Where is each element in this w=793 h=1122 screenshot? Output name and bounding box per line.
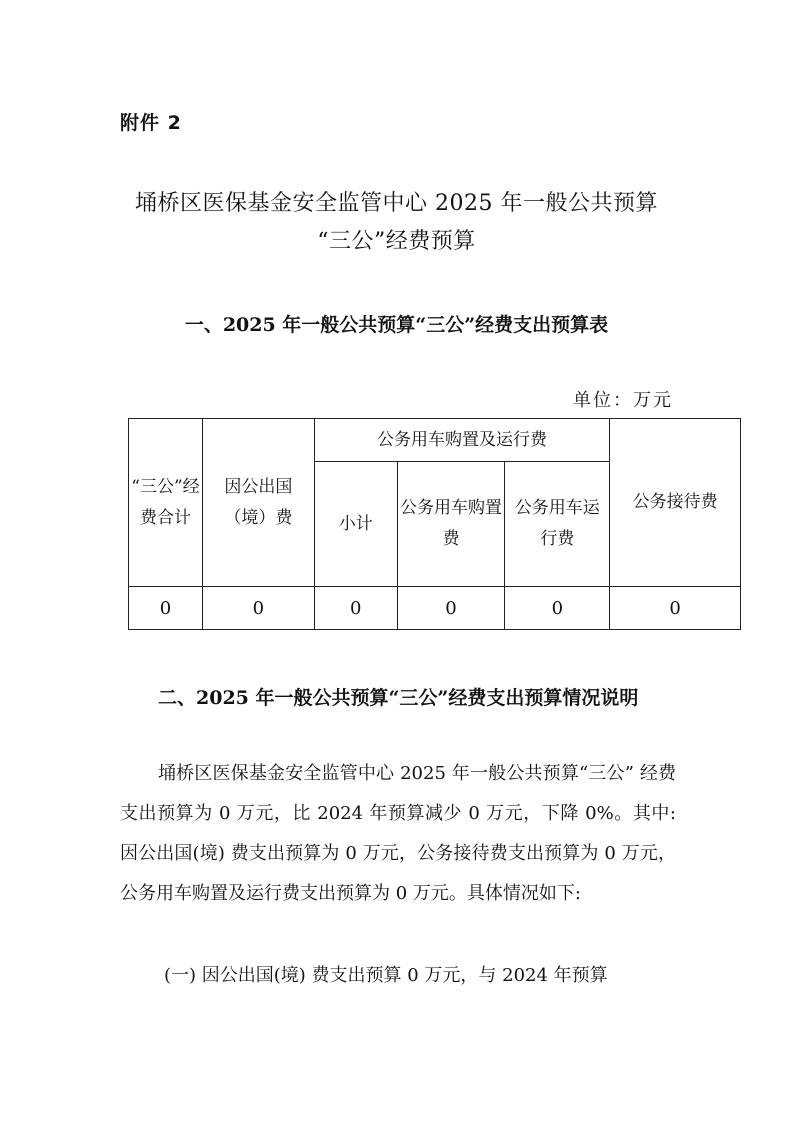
- header-abroad-label: 因公出国（境）费: [224, 476, 293, 528]
- header-vehicle-operation-label: 公务用车运行费: [514, 498, 600, 549]
- value-abroad: 0: [202, 587, 314, 630]
- body-paragraph-1: 埇桥区医保基金安全监管中心 2025 年一般公共预算“三公” 经费支出预算为 0 万元，比 2024 年预算减少 0 万元，下降 0%。其中: 因公出国(境) 费支出预算为 0 万元，公务接待费支出预算为 0 万元，公务用车购置及运行费支出预算为 0 万元。具体情况如下:: [120, 763, 676, 904]
- section-1-heading: 一、2025 年一般公共预算“三公”经费支出预算表: [184, 314, 609, 336]
- header-vehicle-purchase-label: 公务用车购置费: [400, 498, 503, 549]
- unit-label: 单位：万元: [573, 390, 673, 411]
- attachment-label: 附件 2: [120, 112, 182, 134]
- header-subtotal-label: 小计: [338, 513, 373, 534]
- header-reception-label: 公务接待费: [632, 492, 718, 512]
- header-total-label: “三公”经费合计: [131, 476, 200, 528]
- body-paragraph-2: (一) 因公出国(境) 费支出预算 0 万元，与 2024 年预算: [164, 965, 608, 986]
- header-vehicle-purchase-cell: [397, 462, 505, 587]
- document-title-line-2: “三公”经费预算: [317, 229, 476, 254]
- value-subtotal: 0: [314, 587, 397, 630]
- budget-table: [128, 418, 741, 630]
- value-vehicle-operation: 0: [505, 587, 610, 630]
- document-title-line-1: 埇桥区医保基金安全监管中心 2025 年一般公共预算: [135, 191, 658, 216]
- header-vehicle-group-label: 公务用车购置及运行费: [377, 429, 547, 450]
- header-subtotal-cell: [314, 462, 397, 587]
- header-vehicle-operation-cell: [505, 462, 610, 587]
- value-reception: 0: [610, 587, 741, 630]
- value-vehicle-purchase: 0: [397, 587, 505, 630]
- header-vehicle-group-cell: [314, 419, 609, 462]
- header-abroad-cell: [202, 419, 314, 587]
- header-reception-cell: [610, 419, 741, 587]
- section-2-heading: 二、2025 年一般公共预算“三公”经费支出预算情况说明: [158, 687, 639, 709]
- value-total: 0: [129, 587, 203, 630]
- header-total-cell: [129, 419, 203, 587]
